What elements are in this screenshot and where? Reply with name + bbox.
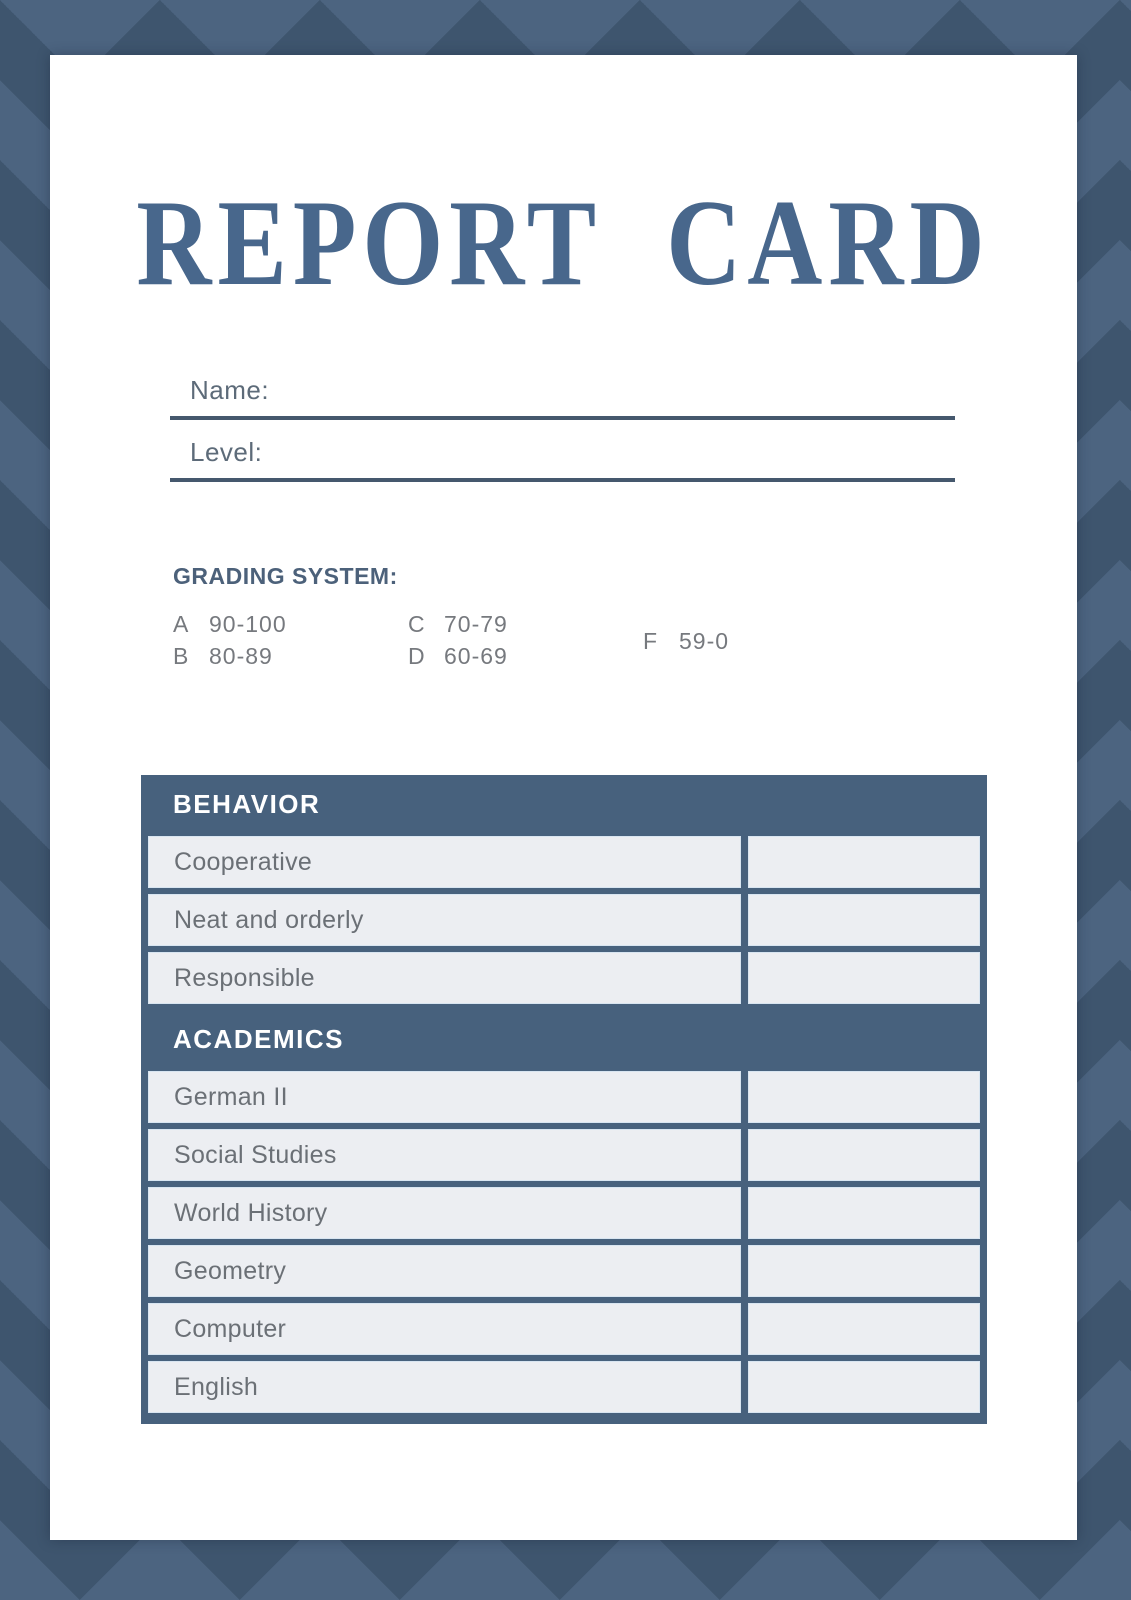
- grades-table: [141, 775, 987, 1424]
- table-row: [148, 1245, 980, 1297]
- level-field-line[interactable]: [170, 478, 955, 482]
- grade-value-cell[interactable]: [748, 1303, 980, 1355]
- table-row: [148, 1303, 980, 1355]
- row-label-cell: Neat and orderly: [148, 894, 741, 946]
- row-label-cell: Responsible: [148, 952, 741, 1004]
- grade-value-cell[interactable]: [748, 1245, 980, 1297]
- table-row: [148, 1361, 980, 1413]
- grade-range: 70-79: [444, 611, 508, 637]
- grade-value-cell[interactable]: [748, 1129, 980, 1181]
- grading-system-heading: GRADING SYSTEM:: [173, 563, 398, 589]
- name-field-line[interactable]: [170, 416, 955, 420]
- grade-range: 60-69: [444, 643, 508, 669]
- row-label-cell: Computer: [148, 1303, 741, 1355]
- row-label-cell: English: [148, 1361, 741, 1413]
- grade-entry-f: [643, 625, 729, 657]
- grade-value-cell[interactable]: [748, 1361, 980, 1413]
- level-field-label: Level:: [190, 437, 263, 467]
- table-section-header-behavior: BEHAVIOR: [173, 788, 321, 819]
- grading-column-1: [173, 608, 287, 672]
- table-row: [148, 836, 980, 888]
- grade-letter: B: [173, 643, 190, 669]
- grade-entry-d: [408, 640, 508, 672]
- table-row: [148, 894, 980, 946]
- grade-value-cell[interactable]: [748, 952, 980, 1004]
- grade-letter: C: [408, 611, 426, 637]
- grade-range: 90-100: [209, 611, 287, 637]
- table-row: [148, 952, 980, 1004]
- row-label-cell: Geometry: [148, 1245, 741, 1297]
- row-label-cell: Cooperative: [148, 836, 741, 888]
- table-section-header-academics: ACADEMICS: [173, 1023, 344, 1054]
- table-section-rows: [141, 833, 987, 1004]
- grade-range: 59-0: [679, 628, 730, 654]
- table-section-rows: [141, 1068, 987, 1413]
- name-field-label: Name:: [190, 375, 270, 405]
- grade-letter: D: [408, 643, 426, 669]
- table-row: [148, 1071, 980, 1123]
- grade-range: 80-89: [209, 643, 273, 669]
- grade-value-cell[interactable]: [748, 1187, 980, 1239]
- table-row: [148, 1129, 980, 1181]
- grade-entry-a: [173, 608, 287, 640]
- row-label-cell: World History: [148, 1187, 741, 1239]
- grade-letter: F: [643, 628, 659, 654]
- grade-value-cell[interactable]: [748, 894, 980, 946]
- grading-column-3: [643, 625, 729, 657]
- grade-value-cell[interactable]: [748, 1071, 980, 1123]
- grade-value-cell[interactable]: [748, 836, 980, 888]
- grading-column-2: [408, 608, 508, 672]
- row-label-cell: Social Studies: [148, 1129, 741, 1181]
- grade-entry-c: [408, 608, 508, 640]
- row-label-cell: German II: [148, 1071, 741, 1123]
- grade-letter: A: [173, 611, 190, 637]
- report-card-page: [50, 55, 1077, 1540]
- table-row: [148, 1187, 980, 1239]
- page-title: REPORT CARD: [136, 175, 991, 312]
- grade-entry-b: [173, 640, 287, 672]
